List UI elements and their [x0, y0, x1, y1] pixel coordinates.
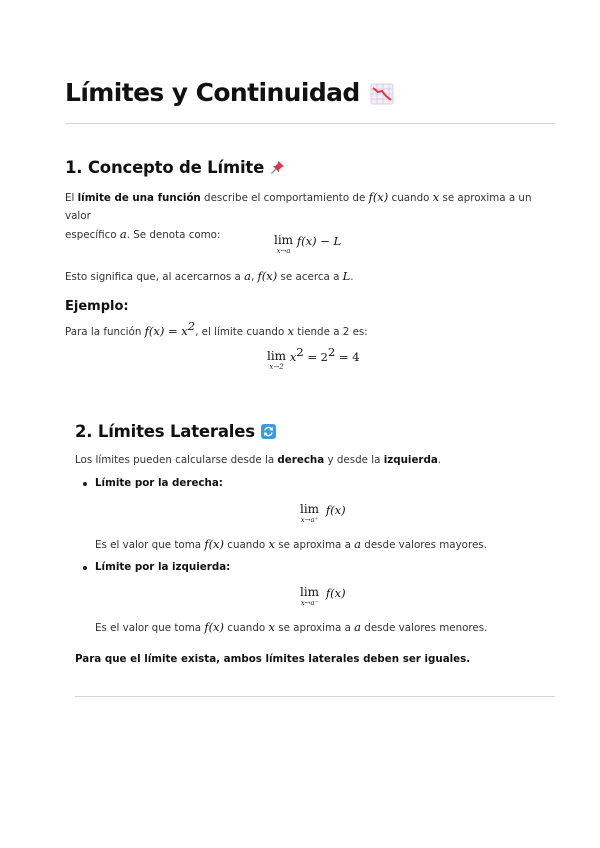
right-limit-label: Límite por la derecha:	[95, 477, 223, 489]
left-limit-label: Límite por la izquierda:	[95, 561, 231, 573]
right-limit-description: Es el valor que toma f(x) cuando x se aproxima a a desde valores mayores.	[95, 537, 487, 551]
example-equation: lim x→2 $x^2 = 2^2 = 4$	[267, 345, 360, 371]
divider	[75, 696, 555, 697]
example-text: Para la función $f(x) = x^2$, el límite cuando x tiende a 2 es:	[65, 319, 368, 338]
example-heading: Ejemplo:	[65, 299, 129, 314]
refresh-icon	[261, 424, 276, 439]
page-title: Límites y Continuidad	[65, 78, 394, 107]
pushpin-icon	[270, 160, 285, 179]
left-limit-description: Es el valor que toma f(x) cuando x se aproxima a a desde valores menores.	[95, 620, 488, 634]
chart-decreasing-icon	[370, 82, 394, 104]
section-heading-concepto: 1. Concepto de Límite	[65, 158, 285, 179]
section2-intro: Los límites pueden calcularse desde la derecha y desde la izquierda.	[75, 454, 442, 466]
limit-definition-equation: lim x→a f(x) − L	[274, 233, 342, 255]
bullet-dot	[83, 566, 87, 570]
conclusion-text: Para que el límite exista, ambos límites laterales deben ser iguales.	[75, 653, 471, 665]
left-limit-equation: lim x→a⁻ f(x)	[300, 585, 346, 607]
section1-intro: El límite de una función describe el comportamiento de f(x) cuando x se aproxima a un valor específico a. Se denota como:	[65, 190, 532, 241]
divider	[65, 123, 555, 124]
section-heading-laterales: 2. Límites Laterales	[75, 422, 276, 441]
right-limit-equation: lim x→a⁺ f(x)	[300, 502, 346, 524]
bullet-dot	[83, 482, 87, 486]
section1-meaning: Esto significa que, al acercarnos a a, f(x) se acerca a L.	[65, 269, 354, 283]
